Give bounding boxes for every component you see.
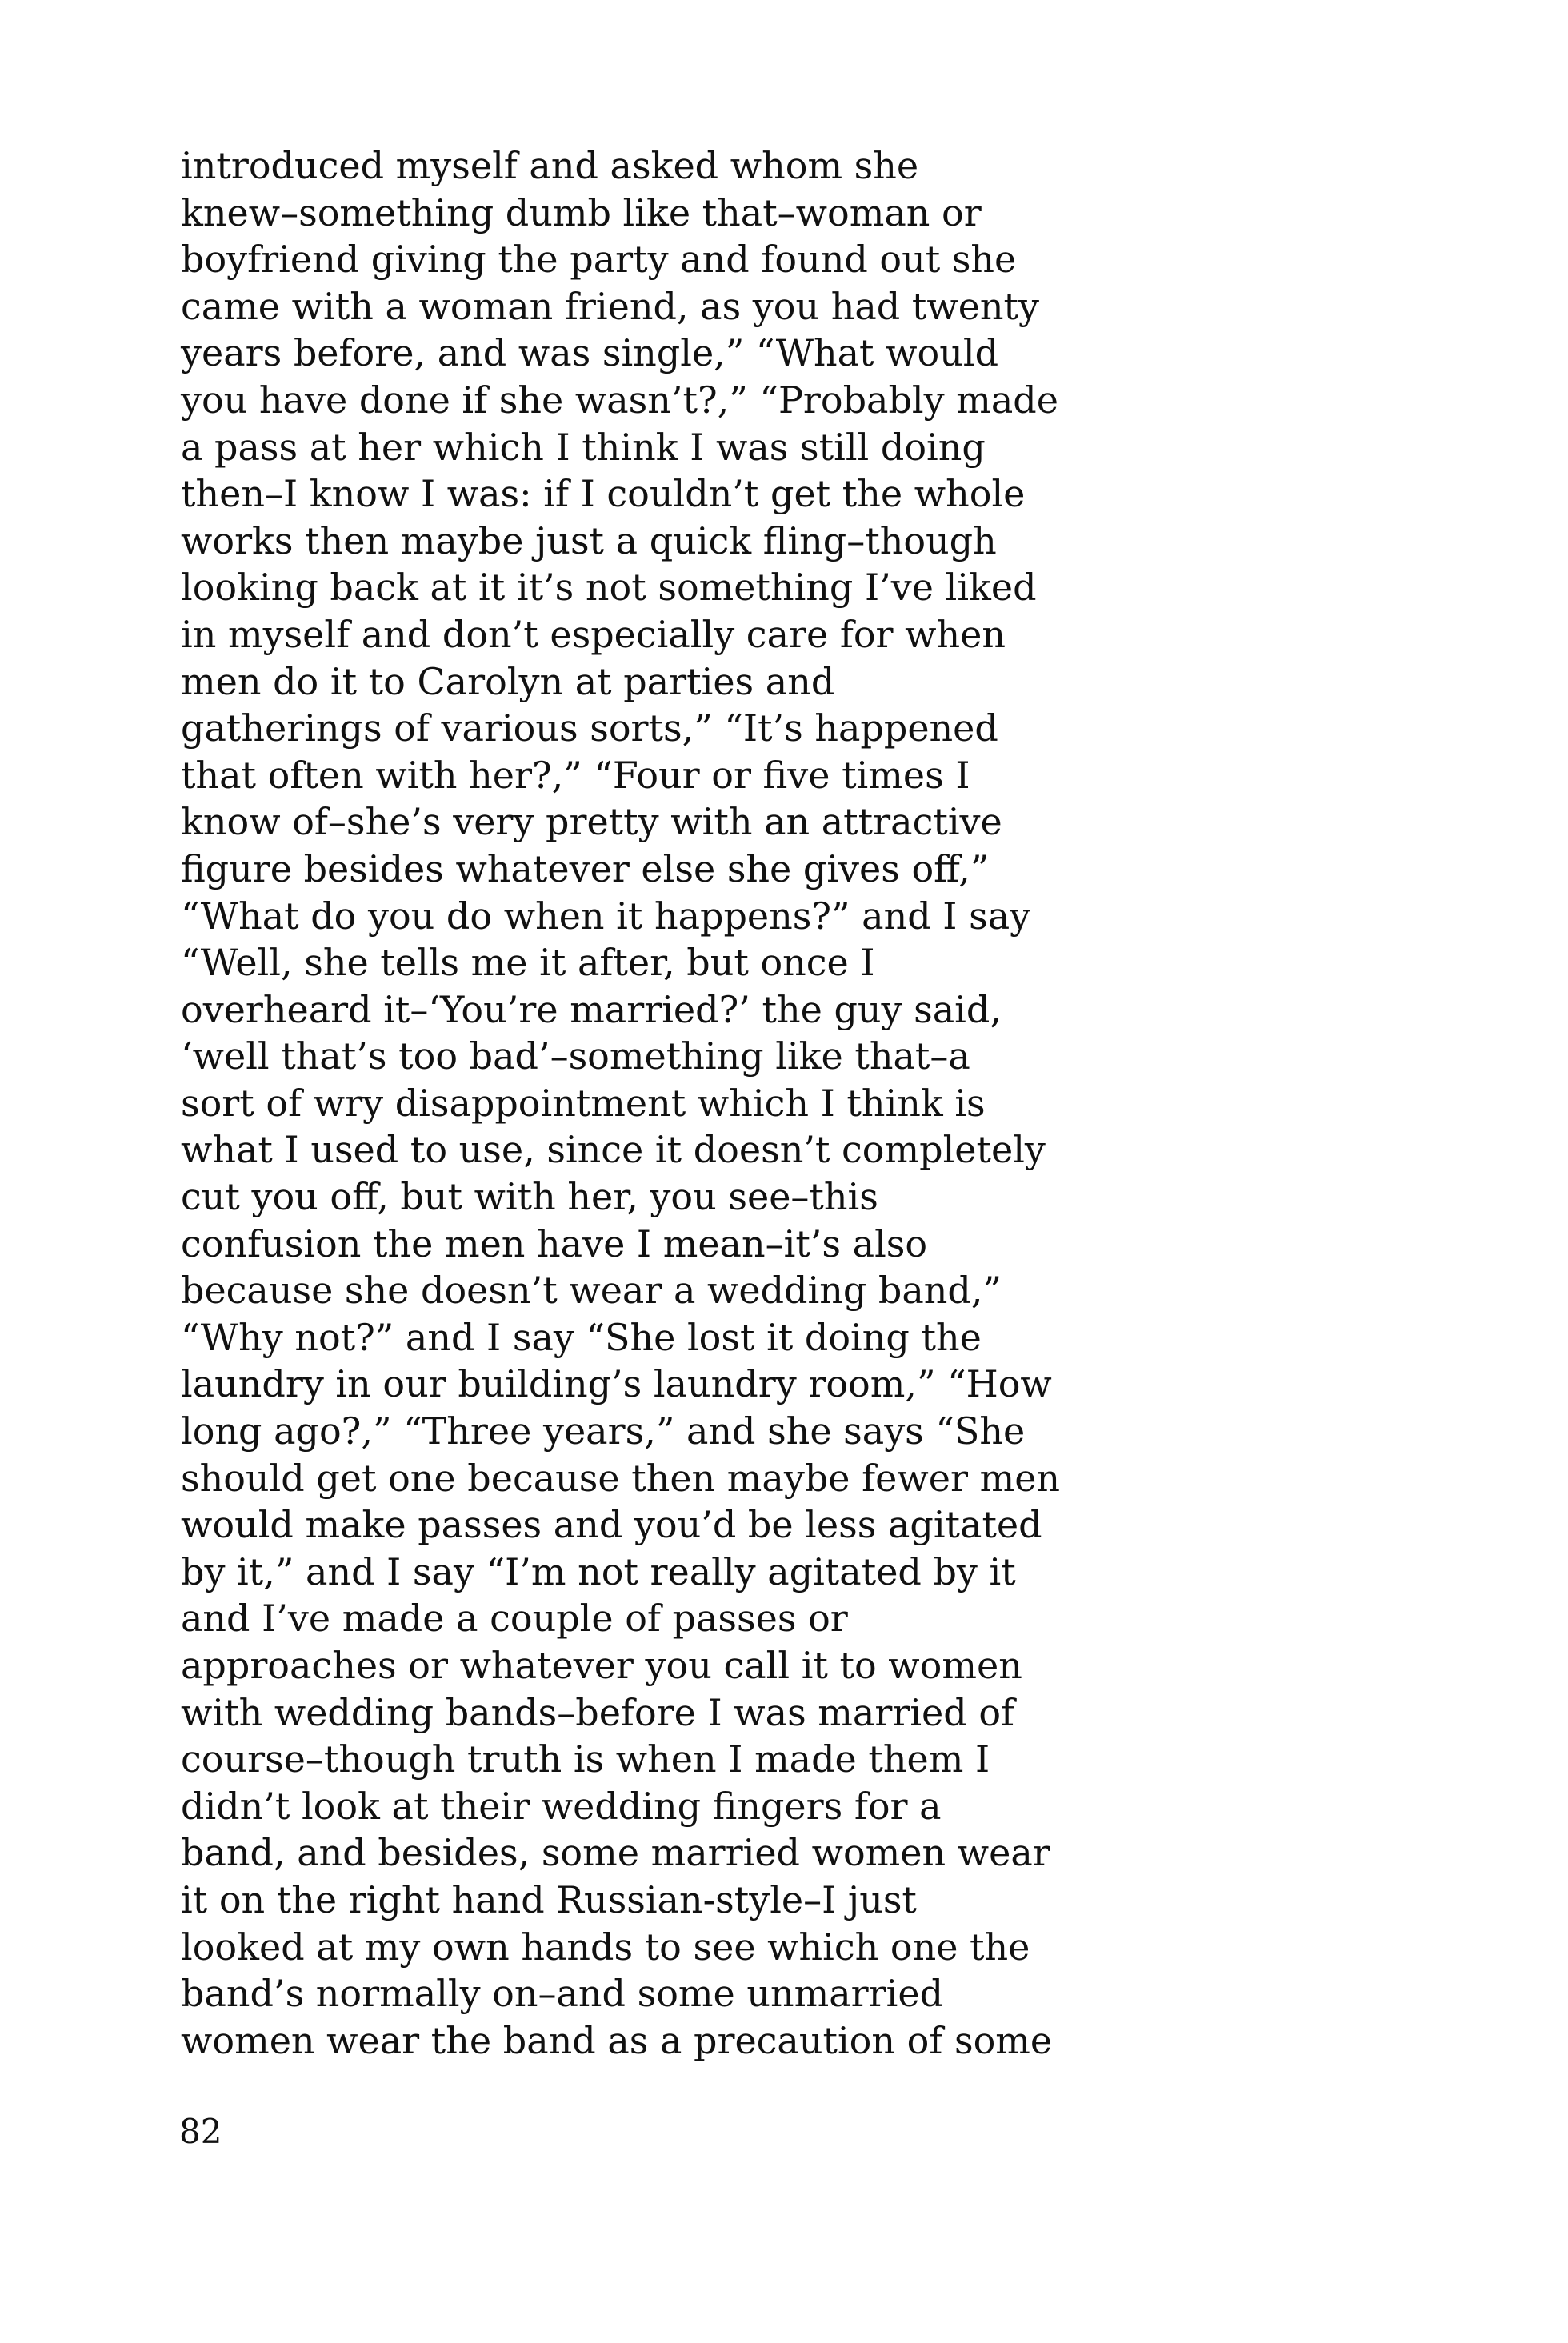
text-line: years before, and was single,” “What would [181,331,999,375]
text-line: band, and besides, some married women wear [181,1831,1050,1875]
text-line: knew–something dumb like that–woman or [181,190,982,234]
text-line: a pass at her which I think I was still doing [181,425,986,469]
text-line: that often with her?,” “Four or five times I [181,753,970,797]
text-line: because she doesn’t wear a wedding band,” [181,1269,1002,1313]
text-line: it on the right hand Russian-style–I just [181,1877,917,1921]
text-line: would make passes and you’d be less agitated [181,1503,1042,1547]
text-line: cut you off, but with her, you see–this [181,1175,878,1219]
text-line: figure besides whatever else she gives off,” [181,846,990,890]
text-line: introduced myself and asked whom she [181,144,919,187]
text-line: sort of wry disappointment which I think is [181,1081,986,1125]
text-line: and I’ve made a couple of passes or [181,1597,848,1641]
text-line: should get one because then maybe fewer men [181,1456,1061,1500]
text-line: “Why not?” and I say “She lost it doing the [181,1315,982,1359]
text-line: works then maybe just a quick fling–though [181,518,997,562]
text-line: “Well, she tells me it after, but once I [181,941,875,985]
text-line: “What do you do when it happens?” and I say [181,894,1031,938]
text-line: women wear the band as a precaution of some [181,2018,1053,2062]
text-line: overheard it–‘You’re married?’ the guy said, [181,987,1002,1031]
text-line: looked at my own hands to see which one the [181,1925,1030,1969]
text-line: came with a woman friend, as you had twenty [181,284,1040,328]
text-line: men do it to Carolyn at parties and [181,659,835,703]
text-line: laundry in our building’s laundry room,” “How [181,1362,1052,1406]
body-text [181,142,1381,2064]
text-line: confusion the men have I mean–it’s also [181,1221,928,1265]
text-line: boyfriend giving the party and found out she [181,238,1017,282]
page-number: 82 [179,2112,222,2151]
text-line: looking back at it it’s not something I’ve liked [181,566,1037,610]
text-line: then–I know I was: if I couldn’t get the whole [181,472,1026,516]
text-line: didn’t look at their wedding fingers for a [181,1784,942,1828]
text-line: in myself and don’t especially care for when [181,612,1006,656]
text-line: approaches or whatever you call it to women [181,1644,1022,1687]
text-line: gatherings of various sorts,” “It’s happened [181,706,998,750]
text-line: know of–she’s very pretty with an attractive [181,800,1002,844]
text-line: with wedding bands–before I was married of [181,1690,1015,1734]
text-line: band’s normally on–and some unmarried [181,1972,944,2016]
text-line: long ago?,” “Three years,” and she says “She [181,1409,1026,1453]
text-line: ‘well that’s too bad’–something like that–a [181,1034,970,1078]
text-line: by it,” and I say “I’m not really agitated by it [181,1549,1016,1593]
text-line: course–though truth is when I made them I [181,1737,990,1781]
text-line: you have done if she wasn’t?,” “Probably made [181,378,1058,422]
text-line: what I used to use, since it doesn’t completely [181,1128,1046,1172]
